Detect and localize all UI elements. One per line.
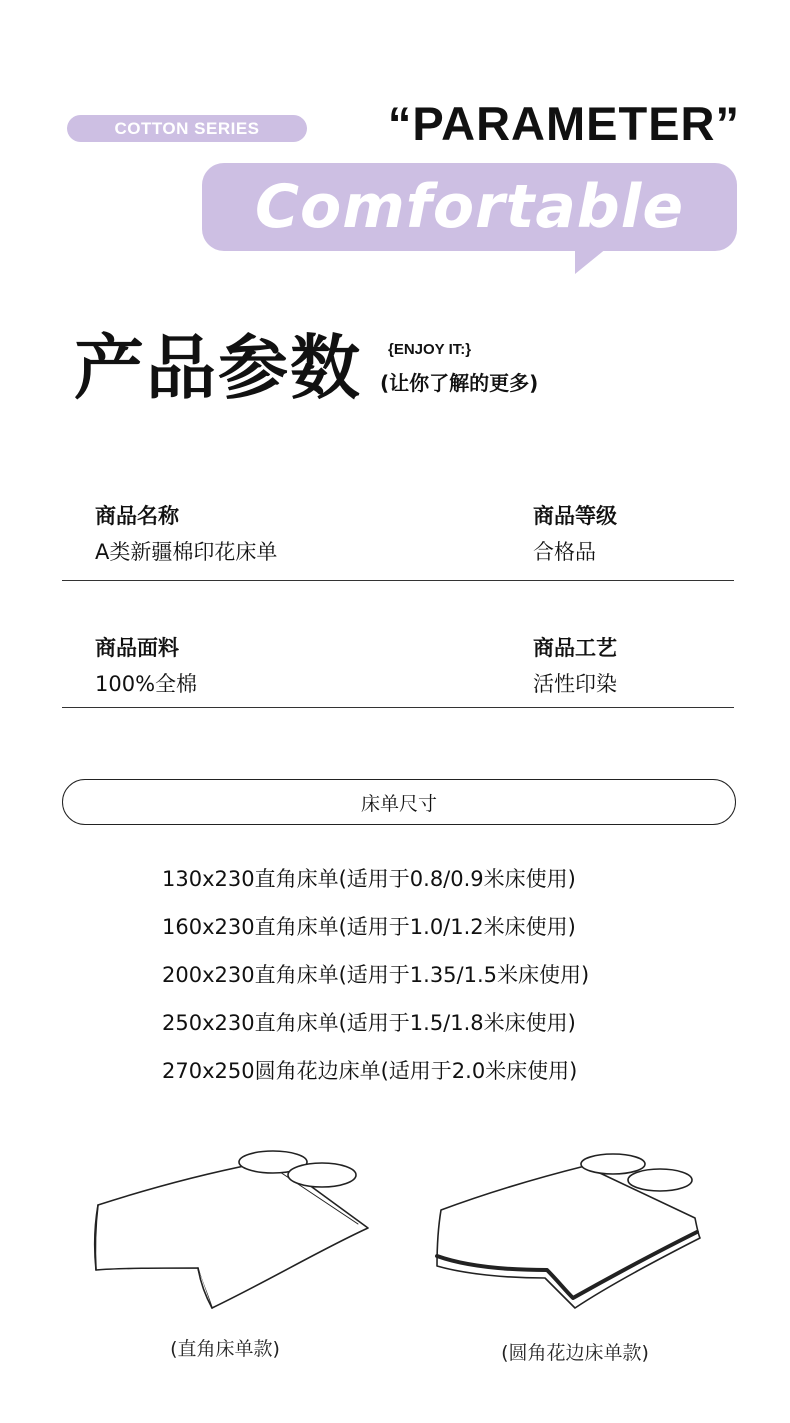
- size-item: 270x250圆角花边床单(适用于2.0米床使用): [162, 1059, 578, 1083]
- size-list: [162, 862, 722, 1102]
- spec-label-grade: 商品等级: [533, 504, 617, 528]
- size-item: 250x230直角床单(适用于1.5/1.8米床使用): [162, 1011, 576, 1035]
- style-caption-rounded: (圆角花边床单款): [501, 1342, 649, 1364]
- spec-value-grade: 合格品: [533, 540, 596, 564]
- style-caption-square: (直角床单款): [170, 1338, 280, 1360]
- spec-value-name: A类新疆棉印花床单: [95, 540, 278, 564]
- enjoy-tagline: {ENJOY IT:}: [388, 341, 472, 358]
- spec-label-craft: 商品工艺: [533, 636, 617, 660]
- spec-value-fabric: 100%全棉: [95, 672, 198, 696]
- divider: [62, 707, 734, 708]
- parameter-title: “PARAMETER”: [387, 97, 740, 150]
- spec-label-name: 商品名称: [95, 504, 179, 528]
- divider: [62, 580, 734, 581]
- rounded-lace-sheet-icon: [425, 1148, 715, 1318]
- square-corner-sheet-icon: [80, 1140, 380, 1320]
- size-item: 160x230直角床单(适用于1.0/1.2米床使用): [162, 915, 576, 939]
- size-item: 200x230直角床单(适用于1.35/1.5米床使用): [162, 963, 590, 987]
- size-section-title: 床单尺寸: [62, 779, 736, 825]
- spec-label-fabric: 商品面料: [95, 636, 179, 660]
- heading-subtitle: (让你了解的更多): [380, 371, 539, 395]
- spec-value-craft: 活性印染: [533, 672, 617, 696]
- size-item: 130x230直角床单(适用于0.8/0.9米床使用): [162, 867, 576, 891]
- page-title: 产品参数: [74, 327, 362, 409]
- series-badge: COTTON SERIES: [67, 115, 307, 142]
- speech-bubble-tail: [575, 248, 607, 274]
- bubble-text: Comfortable: [254, 172, 685, 242]
